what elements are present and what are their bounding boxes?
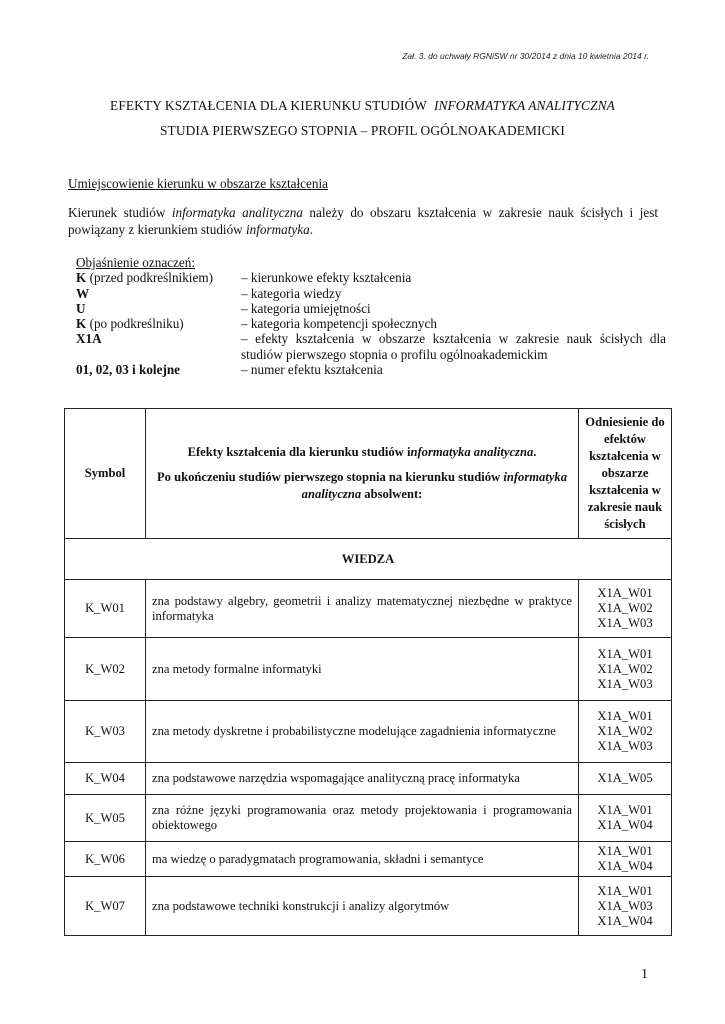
legend-row — [76, 362, 666, 377]
row-description: zna podstawowe narzędzia wspomagające analityczną pracę informatyka — [146, 763, 579, 795]
row-symbol: K_W02 — [65, 638, 146, 701]
row-description: ma wiedzę o paradygmatach programowania, składni i semantyce — [146, 842, 579, 877]
row-symbol: K_W01 — [65, 580, 146, 638]
title-prefix: EFEKTY KSZTAŁCENIA DLA KIERUNKU STUDIÓW — [110, 98, 428, 113]
legend-key — [76, 331, 241, 362]
reference-code: X1A_W03 — [597, 616, 653, 630]
row-references — [579, 638, 672, 701]
row-references — [579, 701, 672, 763]
header-desc-text: Efekty kształcenia dla kierunku studiów i — [187, 445, 411, 459]
header-desc-suffix: absolwent: — [361, 487, 423, 501]
reference-code: X1A_W01 — [597, 586, 653, 600]
table-row — [65, 795, 672, 842]
header-description-line1 — [152, 444, 572, 461]
reference-code: X1A_W04 — [597, 859, 653, 873]
reference-code: X1A_W04 — [597, 913, 653, 928]
row-symbol: K_W03 — [65, 701, 146, 763]
legend-key — [76, 362, 241, 377]
section-row-wiedza — [65, 539, 672, 580]
table-row — [65, 877, 672, 936]
reference-code: X1A_W02 — [597, 724, 653, 738]
header-desc-field-2: informatyka analityczna — [301, 470, 568, 501]
table-header-row — [65, 409, 672, 539]
table-row — [65, 763, 672, 795]
legend-value: – kategoria kompetencji społecznych — [241, 316, 437, 332]
reference-code: X1A_W03 — [597, 739, 653, 753]
reference-code: X1A_W01 — [597, 646, 653, 661]
section-label-wiedza: WIEDZA — [65, 539, 672, 580]
reference-code: X1A_W01 — [597, 883, 653, 898]
legend-key-bold: U — [76, 300, 86, 316]
legend-key — [76, 286, 241, 301]
row-references — [579, 877, 672, 936]
legend-key — [76, 316, 241, 331]
header-description-line2 — [152, 469, 572, 503]
paragraph-text-2: należy do obszaru kształcenia w zakresie nauk ścisłych i jest powiązany z kierunkiem studiów — [68, 205, 658, 237]
legend-row — [76, 270, 666, 285]
learning-outcomes-table — [64, 408, 672, 936]
row-description: zna różne języki programowania oraz metody projektowania i programowania obiektowego — [146, 795, 579, 842]
document-title-line2: STUDIA PIERWSZEGO STOPNIA – PROFIL OGÓLNOAKADEMICKI — [160, 123, 565, 138]
legend-key — [76, 270, 241, 285]
reference-code: X1A_W05 — [597, 771, 653, 785]
header-reference: Odniesienie do efektów kształcenia w obszarze kształcenia w zakresie nauk ścisłych — [579, 409, 672, 539]
row-description: zna podstawowe techniki konstrukcji i analizy algorytmów — [146, 877, 579, 936]
table-row — [65, 638, 672, 701]
legend-key-rest: (przed podkreślnikiem) — [86, 270, 213, 286]
row-symbol: K_W04 — [65, 763, 146, 795]
reference-code: X1A_W02 — [597, 661, 653, 676]
reference-code: X1A_W03 — [597, 676, 653, 691]
legend-key-bold: K — [76, 270, 87, 286]
reference-code: X1A_W02 — [597, 601, 653, 615]
table-row — [65, 842, 672, 877]
header-desc-dot: . — [533, 445, 537, 459]
row-references — [579, 763, 672, 795]
header-description — [146, 409, 579, 539]
row-symbol: K_W05 — [65, 795, 146, 842]
row-symbol: K_W07 — [65, 877, 146, 936]
legend-row — [76, 301, 666, 316]
field-placement-paragraph — [68, 204, 658, 238]
header-desc-text-2: Po ukończeniu studiów pierwszego stopnia na kierunku studiów — [156, 470, 501, 484]
reference-code: X1A_W04 — [597, 818, 653, 832]
legend-value: – efekty kształcenia w obszarze kształcenia w zakresie nauk ścisłych dla studiów pierwszego stopnia o profilu ogólnoakademickim — [241, 331, 666, 362]
resolution-note: Zał. 3. do uchwały RGNiSW nr 30/2014 z dnia 10 kwietnia 2014 r. — [402, 51, 649, 61]
paragraph-text-1: Kierunek studiów — [68, 205, 172, 220]
row-references — [579, 842, 672, 877]
legend-row — [76, 316, 666, 331]
row-description: zna metody dyskretne i probabilistyczne modelujące zagadnienia informatyczne — [146, 701, 579, 763]
section-heading: Umiejscowienie kierunku w obszarze kształcenia — [68, 176, 328, 191]
legend-value: – kategoria wiedzy — [241, 285, 342, 301]
header-desc-field: nformatyka analityczna — [410, 445, 534, 459]
legend-row — [76, 286, 666, 301]
paragraph-field: informatyka analityczna — [171, 205, 303, 220]
row-references — [579, 795, 672, 842]
legend-key — [76, 301, 241, 316]
table-row — [65, 701, 672, 763]
row-description: zna metody formalne informatyki — [146, 638, 579, 701]
legend-value: – kierunkowe efekty kształcenia — [241, 270, 412, 286]
legend-key-bold: K — [76, 316, 87, 332]
reference-code: X1A_W01 — [597, 709, 653, 723]
paragraph-field-2: informatyka — [246, 222, 310, 237]
legend-key-bold: W — [76, 285, 90, 301]
legend-key-bold: 01, 02, 03 i kolejne — [76, 362, 181, 378]
document-title-line1 — [0, 98, 725, 114]
page-number: 1 — [641, 967, 648, 982]
row-references — [579, 580, 672, 638]
paragraph-text-3: . — [309, 222, 314, 237]
title-field-name: INFORMATYKA ANALITYCZNA — [433, 98, 615, 113]
legend — [76, 255, 666, 377]
legend-key-bold: X1A — [76, 331, 102, 347]
reference-code: X1A_W01 — [597, 803, 653, 817]
legend-value: – kategoria umiejętności — [241, 300, 371, 316]
header-symbol: Symbol — [65, 409, 146, 539]
reference-code: X1A_W03 — [597, 898, 653, 913]
legend-title: Objaśnienie oznaczeń: — [76, 255, 195, 270]
table-row — [65, 580, 672, 638]
row-description: zna podstawy algebry, geometrii i analizy matematycznej niezbędne w praktyce informatyka — [146, 580, 579, 638]
row-symbol: K_W06 — [65, 842, 146, 877]
reference-code: X1A_W01 — [597, 844, 653, 858]
legend-row — [76, 331, 666, 362]
legend-key-rest: (po podkreślniku) — [86, 316, 184, 332]
legend-value: – numer efektu kształcenia — [241, 362, 383, 378]
